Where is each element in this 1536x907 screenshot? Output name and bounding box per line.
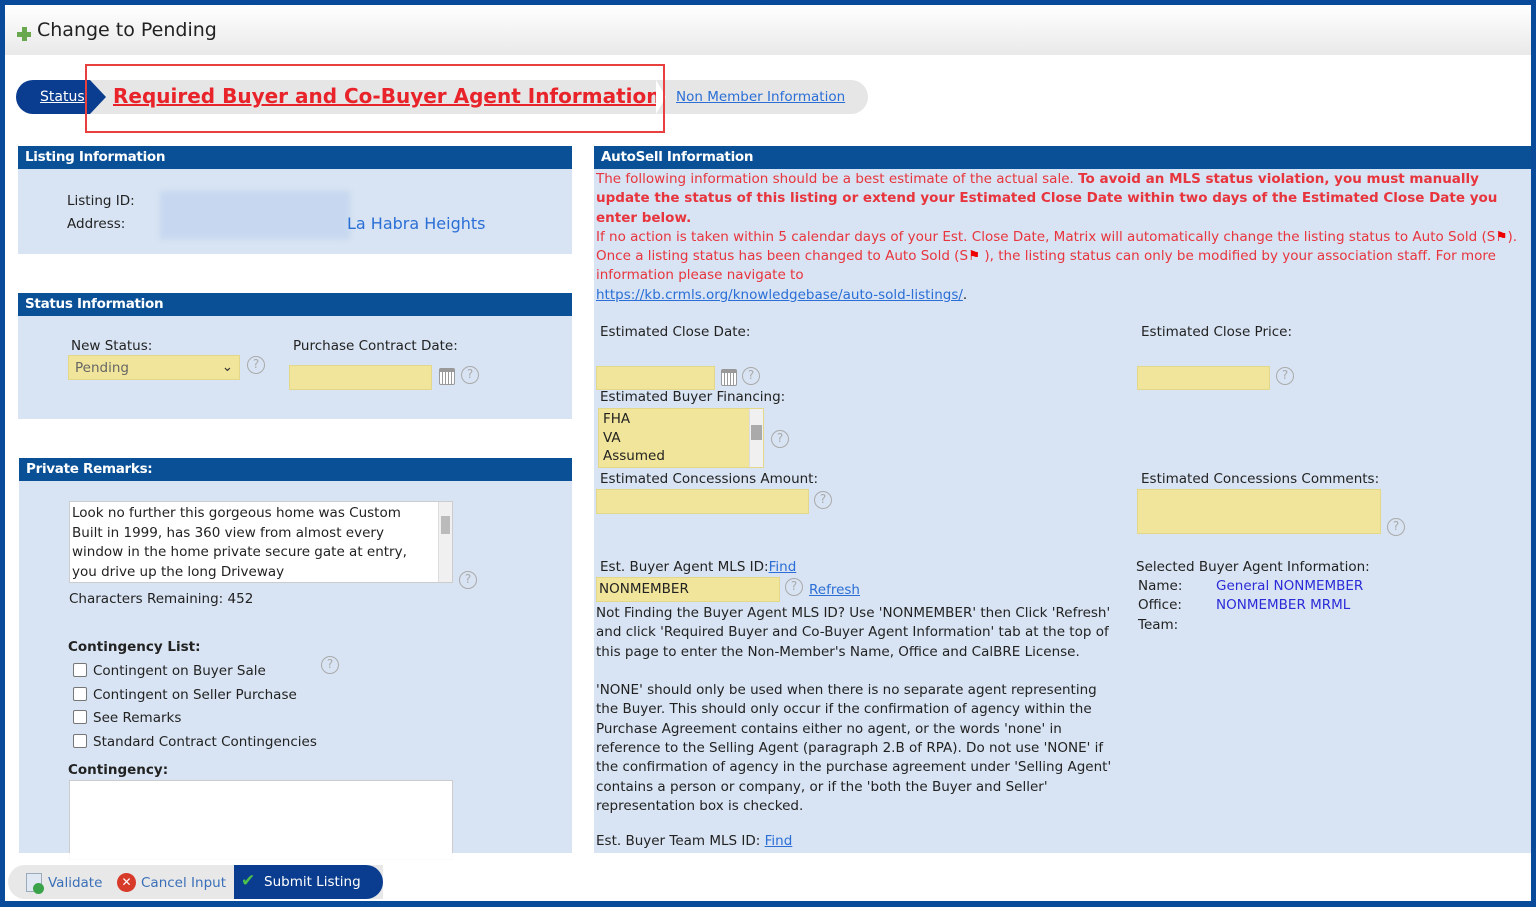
listing-panel-title: Listing Information (18, 146, 572, 169)
status-panel (18, 293, 572, 419)
calendar-icon[interactable] (721, 369, 737, 386)
contingency-item[interactable] (73, 710, 317, 734)
help-icon[interactable]: ? (459, 571, 477, 589)
help-icon[interactable]: ? (742, 367, 760, 385)
agent-id-label-text: Est. Buyer Agent MLS ID: (600, 559, 769, 575)
concessions-amount-input[interactable] (596, 489, 809, 514)
private-remarks-textarea[interactable] (69, 501, 453, 583)
contingency-label: Contingent on Buyer Sale (93, 663, 266, 679)
contingency-item[interactable] (73, 687, 317, 711)
address-label: Address: (67, 216, 126, 232)
new-status-select[interactable] (68, 355, 240, 380)
contingency-item[interactable] (73, 734, 317, 758)
agent-office-value: NONMEMBER MRML (1216, 597, 1351, 613)
validate-button[interactable] (26, 873, 102, 892)
financing-option[interactable]: Assumed (603, 448, 665, 464)
concessions-comments-label: Estimated Concessions Comments: (1141, 471, 1380, 487)
refresh-link[interactable]: Refresh (809, 582, 860, 598)
selected-agent-title: Selected Buyer Agent Information: (1136, 559, 1370, 575)
help-icon[interactable]: ? (461, 366, 479, 384)
tab-required-buyer-agent[interactable]: Required Buyer and Co-Buyer Agent Information (113, 84, 661, 108)
help-icon[interactable]: ? (247, 356, 265, 374)
autosell-panel-title: AutoSell Information (594, 146, 1531, 169)
find-agent-link[interactable]: Find (768, 559, 797, 575)
notice-text: Once a listing status has been changed to Auto Sold (S (596, 248, 969, 265)
check-icon: ✔ (241, 871, 256, 891)
help-paragraph: 'NONE' should only be used when there is no separate agent representing the Buyer. This should only occur if the confirmation of agency within the Purchase Agreement contains either no agent, or the words 'none' in reference to the Selling Agent (paragraph 2.B of RPA). Do not use 'NONE' if the confirmation of agency in the purchase agreement under 'Selling Agent' contains a person or company, or if the 'both the Buyer and Seller' representation box is checked. (596, 682, 1112, 814)
checkbox[interactable] (73, 663, 87, 677)
cancel-input-button[interactable] (117, 873, 226, 892)
remarks-panel (19, 458, 572, 853)
contingency-list (73, 663, 317, 757)
contingency-item[interactable] (73, 663, 317, 687)
financing-option[interactable]: VA (603, 429, 621, 446)
new-status-label: New Status: (71, 338, 153, 354)
listing-id-label: Listing ID: (67, 193, 135, 209)
page-header (5, 5, 1531, 55)
contingency-list-label: Contingency List: (68, 639, 201, 655)
help-icon[interactable]: ? (1387, 518, 1405, 536)
agent-name-value: General NONMEMBER (1216, 578, 1364, 594)
page-title: Change to Pending (37, 19, 217, 41)
help-icon[interactable]: ? (785, 578, 803, 596)
notice-text: ). (1507, 228, 1518, 245)
tab-non-member[interactable]: Non Member Information (676, 89, 846, 105)
contract-date-input[interactable] (289, 365, 432, 390)
tab-status-link[interactable]: Status (40, 89, 85, 105)
help-icon[interactable]: ? (771, 430, 789, 448)
autosell-panel (594, 146, 1531, 853)
remarks-panel-title: Private Remarks: (19, 458, 572, 481)
financing-label: Estimated Buyer Financing: (600, 389, 786, 405)
kb-link[interactable]: https://kb.crmls.org/knowledgebase/auto-sold-listings/ (596, 286, 963, 303)
contingency-label: Contingency: (68, 762, 169, 778)
listing-panel (18, 146, 572, 254)
agent-id-label (600, 559, 796, 575)
submit-listing-button[interactable] (234, 865, 383, 899)
help-icon[interactable]: ? (321, 656, 339, 674)
validate-label: Validate (48, 874, 103, 891)
help-icon[interactable]: ? (1276, 367, 1294, 385)
checkbox[interactable] (73, 710, 87, 724)
contract-date-label: Purchase Contract Date: (293, 338, 458, 354)
remarks-text: Look no further this gorgeous home was Custom Built in 1999, has 360 view from almost every window in the home private secure gate at entry, you drive up the long Driveway (72, 505, 407, 580)
new-status-value: Pending (75, 360, 129, 376)
agent-office-label: Office: (1138, 597, 1182, 613)
chars-remaining (69, 591, 253, 607)
agent-id-input[interactable] (596, 577, 780, 602)
chars-value: 452 (227, 591, 254, 607)
team-id-label-text: Est. Buyer Team MLS ID: (596, 833, 761, 849)
notice-warning: To avoid an MLS status violation, you must manually update the status of this listing or extend your Estimated Close Date within two days of the Estimated Close Date you enter below. (596, 171, 1498, 226)
help-icon[interactable]: ? (814, 491, 832, 509)
flag-icon: ⚑ (1495, 228, 1508, 245)
scrollbar[interactable] (749, 409, 763, 467)
agent-id-value: NONMEMBER (599, 581, 689, 597)
close-date-input[interactable] (596, 366, 715, 390)
status-panel-title: Status Information (18, 293, 572, 316)
notice-text: The following information should be a best estimate of the actual sale. (596, 171, 1079, 187)
concessions-amount-label: Estimated Concessions Amount: (600, 471, 819, 487)
find-team-link[interactable]: Find (764, 833, 793, 849)
checkbox[interactable] (73, 687, 87, 701)
notice-text: ), the listing status can only be modified by your association staff. For more information please navigate to (596, 248, 1496, 284)
autosell-notice: The following information should be a best estimate of the actual sale. To avoid an MLS status violation, you must manually update the status of this listing or extend your Estimated Close Date within two days of the Estimated Close Date you enter below. If no action is taken within 5 calendar days of your Est. Close Date, Matrix will automatically change the listing status to Auto Sold (S⚑). Once a listing status has been changed to Auto Sold (S⚑ ), the listing status can only be modified by your association staff. For more information please navigate to https://kb.crmls.org/knowledgebase/auto-sold-listings/. (596, 171, 1518, 303)
close-date-label: Estimated Close Date: (600, 324, 751, 340)
validate-icon (26, 873, 42, 892)
address-city: La Habra Heights (347, 214, 486, 233)
agent-team-label: Team: (1138, 617, 1179, 633)
scrollbar[interactable] (438, 502, 452, 582)
agent-help-text (596, 604, 1116, 816)
plus-icon (17, 27, 31, 41)
cancel-icon: ✕ (117, 873, 136, 892)
close-price-input[interactable] (1137, 366, 1270, 390)
agent-name-label: Name: (1138, 578, 1183, 594)
financing-listbox[interactable] (598, 408, 764, 468)
contingency-label: Contingent on Seller Purchase (93, 686, 297, 703)
chars-label: Characters Remaining: (69, 591, 224, 607)
contingency-label: Standard Contract Contingencies (93, 733, 317, 750)
redacted-address (160, 191, 350, 239)
contingency-textarea[interactable] (69, 780, 453, 860)
help-paragraph: Not Finding the Buyer Agent MLS ID? Use 'NONMEMBER' then Click 'Refresh' and click 'Required Buyer and Co-Buyer Agent Information' tab at the top of this page to enter the Non-Member's Name, Office and CalBRE License. (596, 605, 1111, 660)
concessions-comments-input[interactable] (1137, 489, 1381, 534)
highlight-box (85, 64, 665, 133)
close-price-label: Estimated Close Price: (1141, 324, 1293, 340)
submit-label: Submit Listing (264, 874, 361, 890)
chevron-down-icon: ⌄ (221, 359, 233, 375)
team-id-label (596, 833, 792, 849)
flag-icon: ⚑ (968, 248, 981, 265)
contingency-label: See Remarks (93, 710, 182, 726)
notice-text: If no action is taken within 5 calendar days of your Est. Close Date, Matrix will automatically change the listing status to Auto Sold (S (596, 228, 1496, 245)
financing-option[interactable]: FHA (603, 411, 631, 427)
calendar-icon[interactable] (439, 368, 455, 385)
cancel-label: Cancel Input (141, 874, 226, 891)
checkbox[interactable] (73, 734, 87, 748)
tab-status[interactable] (16, 80, 90, 114)
